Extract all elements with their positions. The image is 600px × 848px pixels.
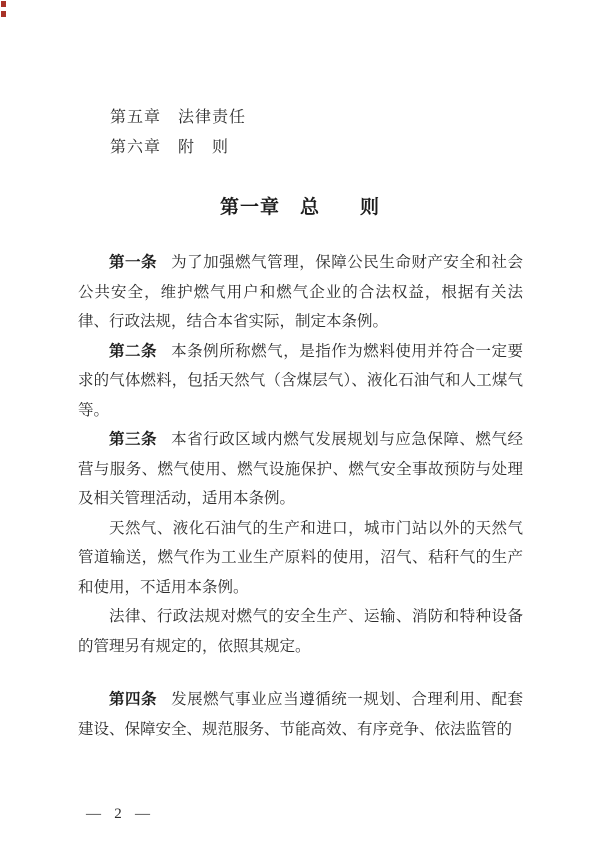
article-text: 法律、行政法规对燃气的安全生产、运输、消防和特种设备的管理另有规定的，依照其规定。 — [78, 608, 523, 655]
article-paragraph — [78, 425, 523, 514]
chapter-heading: 第一章 总 则 — [219, 197, 380, 218]
article-text: 本省行政区域内燃气发展规划与应急保障、燃气经营与服务、燃气使用、燃气设施保护、燃气安全事故预防与处理及相关管理活动，适用本条例。 — [78, 431, 523, 507]
red-stamp-mark — [1, 1, 6, 7]
red-stamp-mark — [1, 11, 6, 17]
article-lead: 第四条 — [109, 691, 158, 708]
article-text: 本条例所称燃气，是指作为燃料使用并符合一定要求的气体燃料，包括天然气（含煤层气）、液化石油气和人工煤气等。 — [78, 342, 523, 419]
article-paragraph — [78, 685, 523, 744]
article-lead: 第一条 — [109, 254, 158, 271]
article-paragraph — [78, 514, 523, 603]
article-paragraph — [78, 337, 523, 426]
article-lead: 第三条 — [109, 431, 158, 448]
footer-dash: — — [135, 806, 150, 822]
article-text: 为了加强燃气管理，保障公民生命财产安全和社会公共安全，维护燃气用户和燃气企业的合法权益，根据有关法律、行政法规，结合本省实际，制定本条例。 — [78, 254, 523, 330]
chapter-toc — [78, 103, 523, 162]
article-text: 发展燃气事业应当遵循统一规划、合理利用、配套建设、保障安全、规范服务、节能高效、有序竞争、依法监管的 — [78, 691, 523, 738]
article-body — [78, 248, 523, 744]
article-paragraph — [78, 248, 523, 337]
article-paragraph — [78, 602, 523, 661]
article-lead: 第二条 — [109, 342, 158, 360]
toc-line: 第五章 法律责任 — [110, 109, 247, 126]
footer-dash: — — [86, 806, 101, 822]
page-number: 2 — [114, 806, 122, 822]
article-text: 天然气、液化石油气的生产和进口，城市门站以外的天然气管道输送，燃气作为工业生产原料的使用，沼气、秸秆气的生产和使用，不适用本条例。 — [78, 519, 523, 596]
toc-line: 第六章 附 则 — [110, 138, 230, 156]
page-footer — [86, 806, 150, 823]
